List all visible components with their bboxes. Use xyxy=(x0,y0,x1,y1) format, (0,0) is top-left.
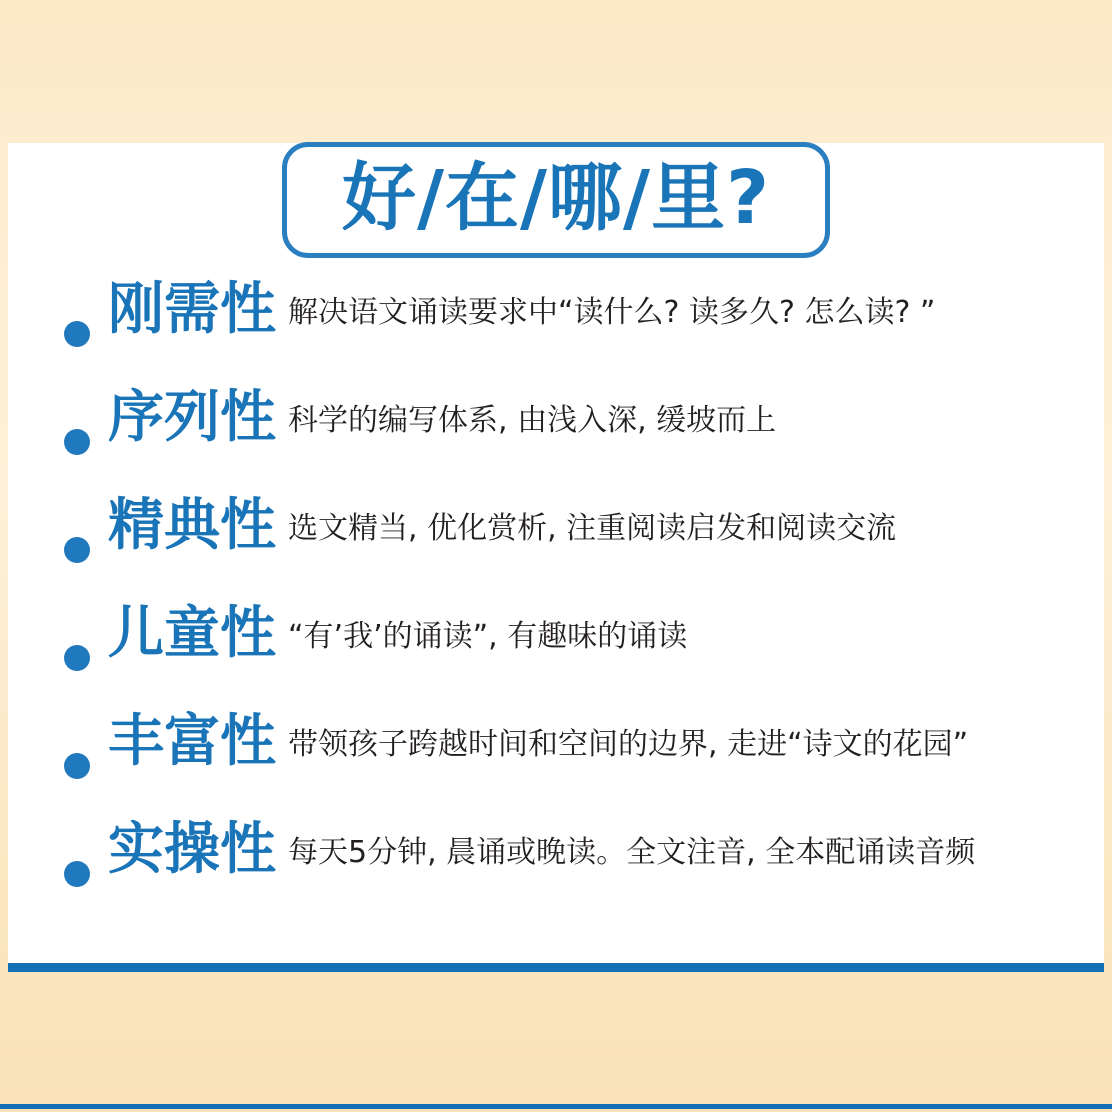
card-bottom-divider xyxy=(8,963,1104,972)
feature-description: 科学的编写体系, 由浅入深, 缓坡而上 xyxy=(288,403,777,438)
feature-kicker: 实操性 xyxy=(108,817,276,882)
title-badge xyxy=(282,142,830,258)
bullet-dot-icon xyxy=(64,861,90,887)
feature-kicker: 丰富性 xyxy=(108,709,276,774)
bullet-dot-icon xyxy=(64,321,90,347)
feature-description: “有’我’的诵读”, 有趣味的诵读 xyxy=(288,619,688,654)
bullet-dot-icon xyxy=(64,753,90,779)
feature-description: 选文精当, 优化赏析, 注重阅读启发和阅读交流 xyxy=(288,511,897,546)
feature-list xyxy=(8,278,1104,926)
list-item xyxy=(8,602,1104,710)
footer-divider xyxy=(0,1104,1112,1109)
feature-kicker: 儿童性 xyxy=(108,601,276,666)
bullet-dot-icon xyxy=(64,537,90,563)
feature-kicker: 刚需性 xyxy=(108,277,276,342)
feature-kicker: 序列性 xyxy=(108,385,276,450)
list-item xyxy=(8,278,1104,386)
feature-kicker: 精典性 xyxy=(108,493,276,558)
list-item xyxy=(8,818,1104,926)
page-title: 好/在/哪/里? xyxy=(341,155,770,241)
bullet-dot-icon xyxy=(64,645,90,671)
list-item xyxy=(8,386,1104,494)
list-item xyxy=(8,494,1104,602)
feature-description: 解决语文诵读要求中“读什么? 读多久? 怎么读? ” xyxy=(288,295,936,330)
bullet-dot-icon xyxy=(64,429,90,455)
list-item xyxy=(8,710,1104,818)
feature-description: 每天5分钟, 晨诵或晚读。全文注音, 全本配诵读音频 xyxy=(288,835,976,870)
feature-description: 带领孩子跨越时间和空间的边界, 走进“诗文的花园” xyxy=(288,727,969,762)
